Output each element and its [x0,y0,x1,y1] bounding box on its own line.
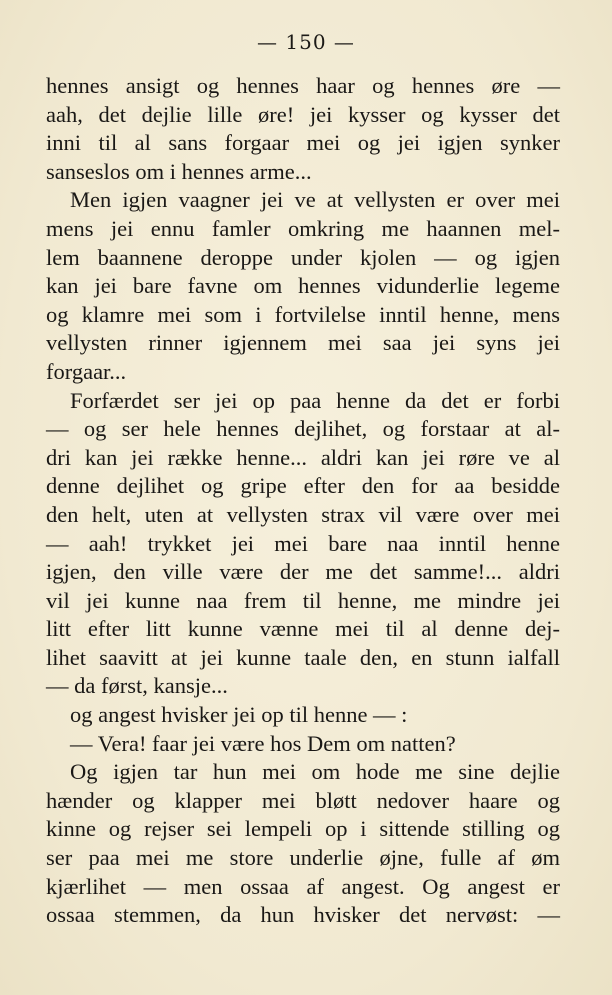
text-line: kinne og rejser sei lempeli op i sittende stilling og [46,816,560,842]
text-line: Men igjen vaagner jei ve at vellysten er over mei [70,187,560,213]
text-line: og angest hvisker jei op til henne — : [70,702,408,728]
text-line: ser paa mei me store underlie øjne, fulle af øm [46,845,560,871]
text-line: mens jei ennu famler omkring me haannen mel- [46,215,560,241]
text-line: Og igjen tar hun mei om hode me sine dejlie [70,759,560,785]
text-line: Forfærdet ser jei op paa henne da det er forbi [70,387,560,413]
text-line: — da først, kansje... [46,673,228,699]
text-line: vellysten rinner igjennem mei saa jei syns jei [46,330,560,356]
text-line: forgaar... [46,358,127,384]
text-line: litt efter litt kunne vænne mei til al denne dej- [46,616,560,642]
text-line: og klamre mei som i fortvilelse inntil henne, mens [46,301,560,327]
text-line: kjærlihet — men ossaa af angest. Og angest er [46,873,560,899]
text-line: hennes ansigt og hennes haar og hennes øre — [46,73,560,98]
text-line: aah, det dejlie lille øre! jei kysser og kysser det [46,101,560,127]
text-line: lihet saavitt at jei kunne taale den, en stunn ialfall [46,644,560,670]
text-line: hænder og klapper mei bløtt nedover haare og [46,787,560,813]
text-line: sanseslos om i hennes arme... [46,158,312,184]
page-number: — 150 — [257,30,355,54]
text-line: denne dejlihet og gripe efter den for aa besidde [46,473,560,499]
text-line: vil jei kunne naa frem til henne, me mindre jei [46,587,560,613]
text-line: inni til al sans forgaar mei og jei igjen synker [46,130,560,156]
body-text [46,72,560,930]
text-line: kan jei bare favne om hennes vidunderlie legeme [46,273,560,299]
text-line: dri kan jei række henne... aldri kan jei røre ve al [46,444,560,470]
text-line: ossaa stemmen, da hun hvisker det nervøst: — [46,902,560,928]
text-line: lem baannene deroppe under kjolen — og igjen [46,244,560,270]
text-line: igjen, den ville være der me det samme!... aldri [46,559,560,585]
text-line: — Vera! faar jei være hos Dem om natten? [70,730,456,756]
text-line: den helt, uten at vellysten strax vil være over mei [46,501,560,527]
text-line: — og ser hele hennes dejlihet, og forstaar at al- [46,416,560,442]
text-line: — aah! trykket jei mei bare naa inntil henne [46,530,560,556]
